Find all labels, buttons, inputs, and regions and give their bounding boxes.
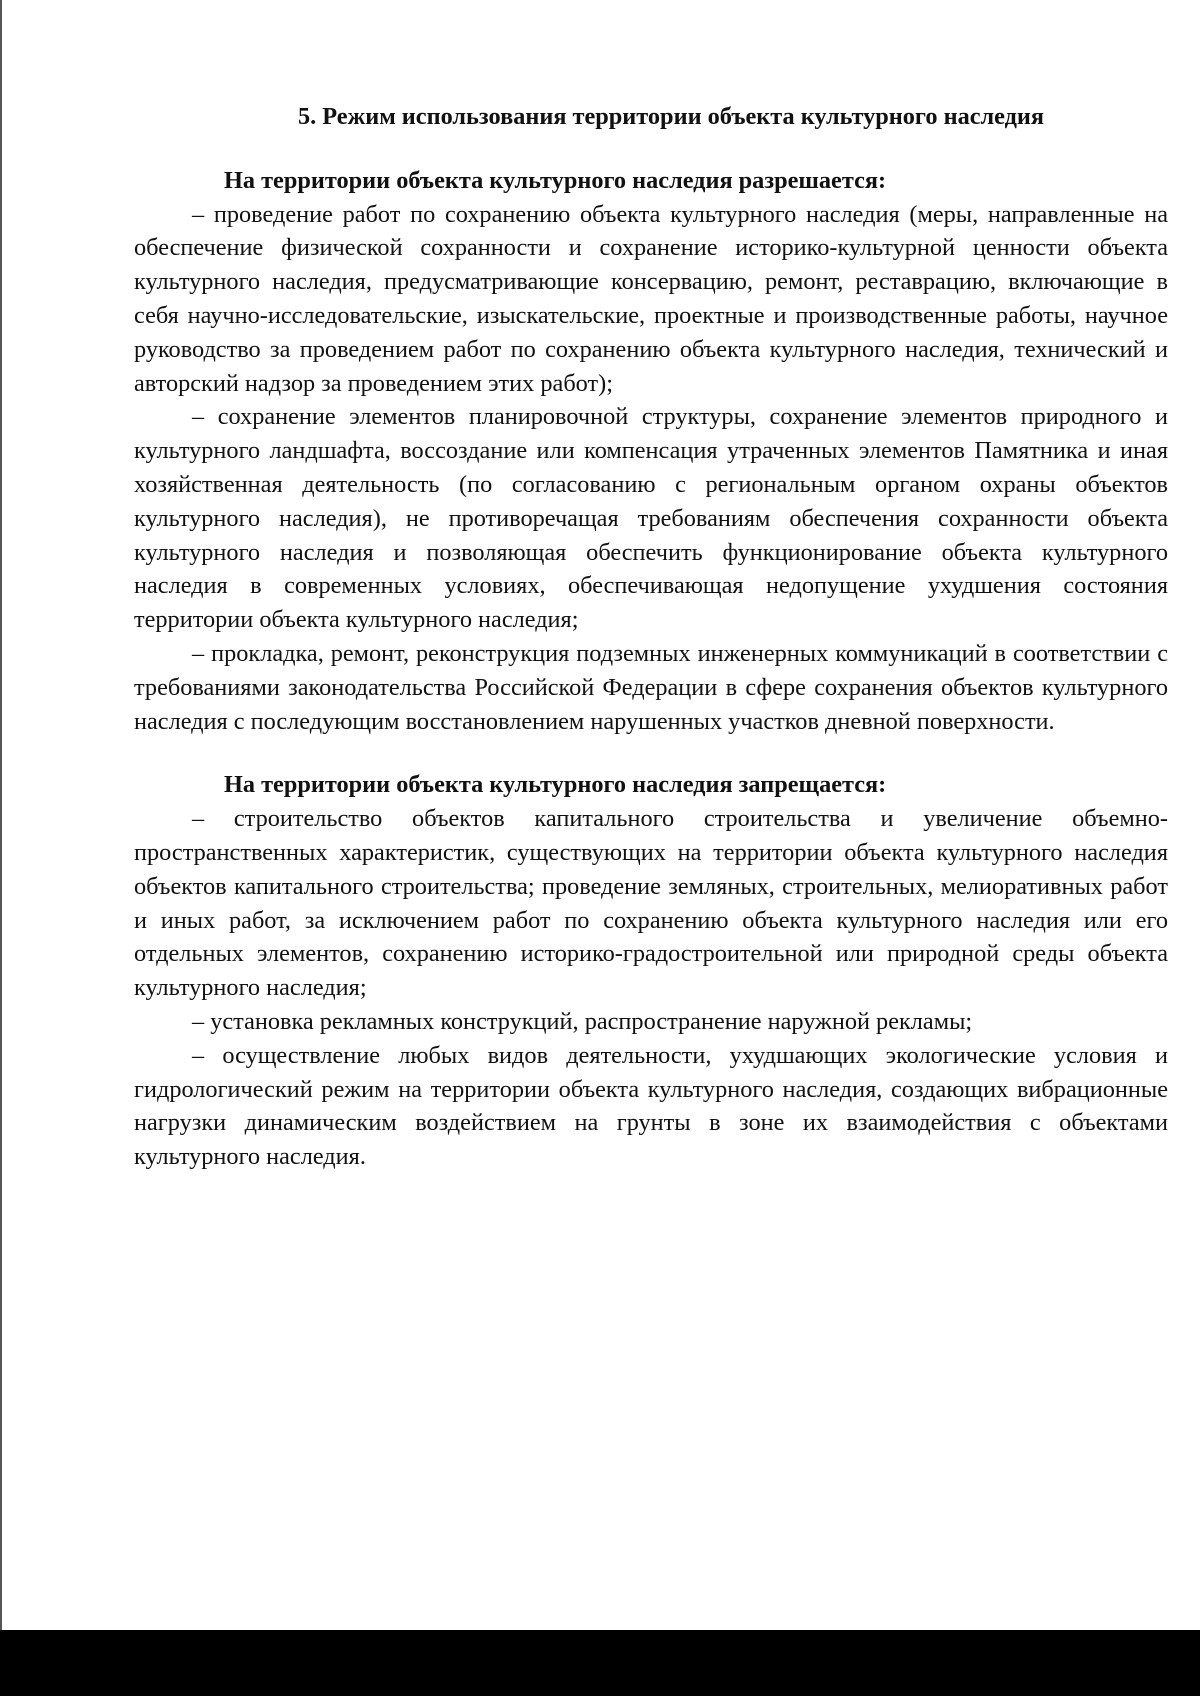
permitted-item: – сохранение элементов планировочной структуры, сохранение элементов природного и культурного ландшафта, воссоздание или компенсация утраченных элементов Памятника и иная хозяйственная деятельность (по согласованию с региональным органом охраны объектов культурного наследия), не противоречащая требованиям обеспечения сохранности объекта культурного наследия и позволяющая обеспечить функционирование объекта культурного наследия в современных условиях, обеспечивающая недопущение ухудшения состояния территории объекта культурного наследия; — [134, 403, 1168, 634]
permitted-section — [134, 164, 1168, 739]
prohibited-section — [134, 768, 1168, 1174]
prohibited-item: – установка рекламных конструкций, распространение наружной рекламы; — [192, 1007, 973, 1035]
prohibited-item: – строительство объектов капитального строительства и увеличение объемно-пространственных характеристик, существующих на территории объекта культурного наследия объектов капитального строительства; проведение земляных, строительных, мелиоративных работ и иных работ, за исключением работ по сохранению объекта культурного наследия или его отдельных элементов, сохранению историко-градостроительной или природной среды объекта культурного наследия; — [134, 805, 1168, 1002]
spacer — [134, 738, 1168, 768]
spacer — [134, 134, 1168, 164]
prohibited-heading: На территории объекта культурного наследия запрещается: — [224, 771, 887, 799]
permitted-heading: На территории объекта культурного наследия разрешается: — [224, 166, 887, 194]
prohibited-item: – осуществление любых видов деятельности, ухудшающих экологические условия и гидрологический режим на территории объекта культурного наследия, создающих вибрационные нагрузки динамическим воздействием на грунты в зоне их взаимодействия с объектами культурного наследия. — [134, 1041, 1168, 1171]
document-title: 5. Режим использования территории объекта культурного наследия — [297, 103, 1045, 130]
permitted-item: – прокладка, ремонт, реконструкция подземных инженерных коммуникаций в соответствии с требованиями законодательства Российской Федерации в сфере сохранения объектов культурного наследия с последующим восстановлением нарушенных участков дневной поверхности. — [134, 639, 1168, 735]
permitted-item: – проведение работ по сохранению объекта культурного наследия (меры, направленные на обеспечение физической сохранности и сохранение историко-культурной ценности объекта культурного наследия, предусматривающие консервацию, ремонт, реставрацию, включающие в себя научно-исследовательские, изыскательские, проектные и производственные работы, научное руководство за проведением работ по сохранению объекта культурного наследия, технический и авторский надзор за проведением этих работ); — [134, 200, 1168, 397]
document-body — [134, 100, 1168, 1174]
